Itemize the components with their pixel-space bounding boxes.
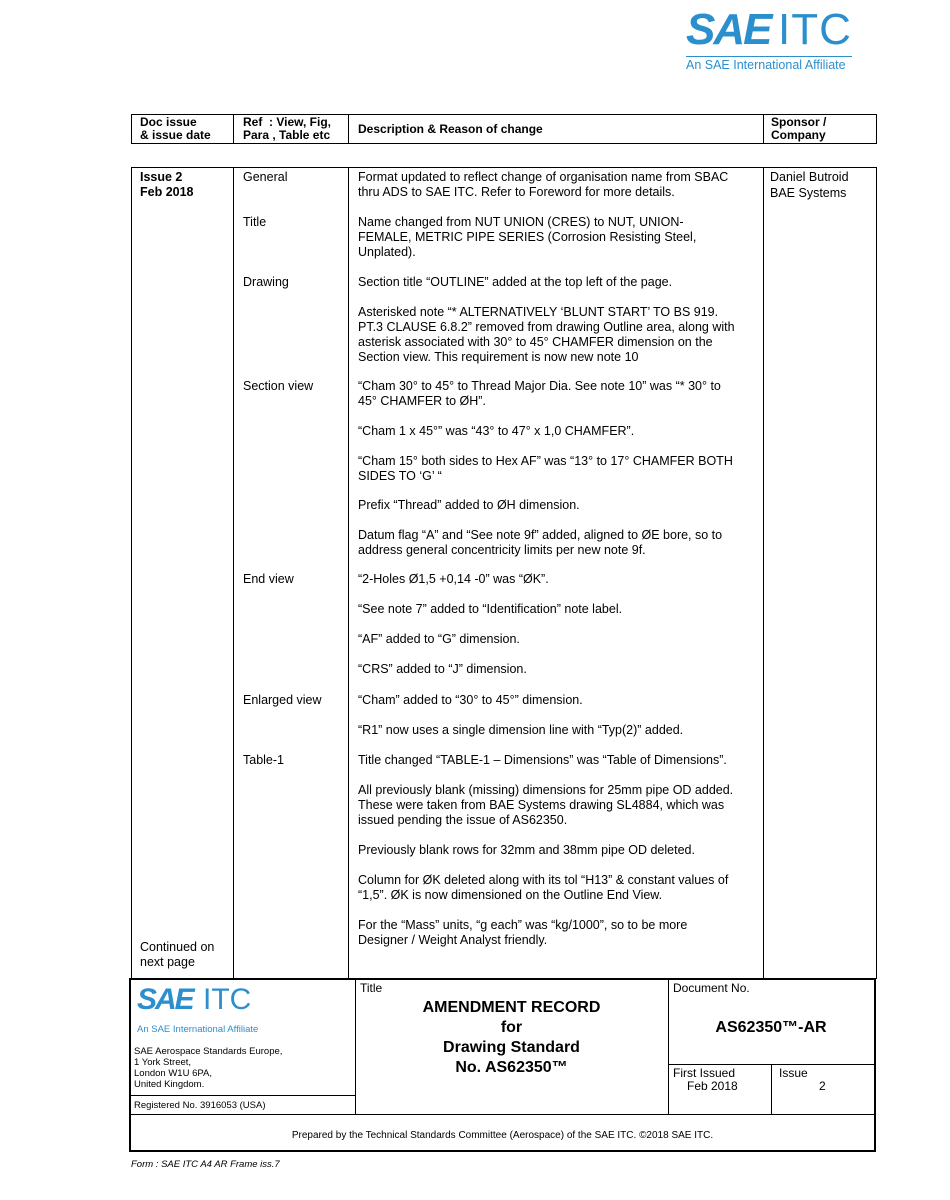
description-item: Asterisked note “* ALTERNATIVELY ‘BLUNT START’ TO BS 919. PT.3 CLAUSE 6.8.2” removed from drawing Outline area, along with asterisk associated with 30° to 45° CHAMFER dimension on the Section view. This requirement is now new note 10 <box>358 305 735 364</box>
logo-mark-sae: SAE <box>686 5 771 54</box>
description-item: Name changed from NUT UNION (CRES) to NUT, UNION- FEMALE, METRIC PIPE SERIES (Corrosion Resisting Steel, Unplated). <box>358 215 697 259</box>
description-item: “Cham 1 x 45°” was “43° to 47° x 1,0 CHAMFER”. <box>358 424 635 438</box>
ref-drawing: Drawing <box>243 275 289 289</box>
description-item: “CRS” added to “J” dimension. <box>358 662 527 676</box>
ref-enlarged-view: Enlarged view <box>243 693 322 707</box>
description-item: Column for ØK deleted along with its tol “H13” & constant values of “1,5”. ØK is now dimensioned on the Outline End View. <box>358 873 729 902</box>
description-item: For the “Mass” units, “g each” was “kg/1000”, so to be more Designer / Weight Analyst friendly. <box>358 918 688 947</box>
header-description: Description & Reason of change <box>358 122 543 136</box>
description-item: All previously blank (missing) dimensions for 25mm pipe OD added. These were taken from BAE Systems drawing SL4884, which was issued pending the issue of AS62350. <box>358 783 734 827</box>
description-item: “Cham” added to “30° to 45°” dimension. <box>358 693 583 707</box>
logo-mark-itc: ITC <box>778 5 852 54</box>
description-item: Title changed “TABLE-1 – Dimensions” was “Table of Dimensions”. <box>358 753 727 767</box>
description-item: Format updated to reflect change of organisation name from SBAC thru ADS to SAE ITC. Refer to Foreword for more details. <box>358 170 729 199</box>
document-title: AMENDMENT RECORD for Drawing Standard No. AS62350™ <box>422 999 601 1076</box>
footer-logo-mark-sae: SAE <box>137 983 193 1016</box>
description-item: “2-Holes Ø1,5 +0,14 -0” was “ØK”. <box>358 572 549 586</box>
amendment-header-row <box>131 114 877 144</box>
ref-general: General <box>243 170 288 184</box>
publisher-address: SAE Aerospace Standards Europe, 1 York Street, London W1U 6PA, United Kingdom. <box>134 1046 283 1090</box>
description-item: “R1” now uses a single dimension line with “Typ(2)” added. <box>358 723 684 737</box>
title-label: Title <box>360 981 383 995</box>
description-item: Prefix “Thread” added to ØH dimension. <box>358 498 580 512</box>
issue-number-footer: 2 <box>819 1079 826 1093</box>
ref-title: Title <box>243 215 267 229</box>
description-item: Previously blank rows for 32mm and 38mm pipe OD deleted. <box>358 843 695 857</box>
ref-section-view: Section view <box>243 379 314 393</box>
registered-number: Registered No. 3916053 (USA) <box>134 1100 266 1111</box>
first-issued-date: Feb 2018 <box>687 1079 738 1093</box>
description-item: “See note 7” added to “Identification” note label. <box>358 602 623 616</box>
issue-date: Feb 2018 <box>140 185 194 199</box>
title-block <box>129 978 876 1152</box>
document-number-label: Document No. <box>673 981 750 995</box>
ref-end-view: End view <box>243 572 294 586</box>
footer-logo-mark-itc: ITC <box>203 983 252 1016</box>
header-sponsor: Sponsor / Company <box>771 115 827 142</box>
issue-label: Issue <box>779 1066 808 1080</box>
sae-itc-logo <box>686 6 856 76</box>
logo-divider <box>686 56 852 57</box>
footer-logo-tagline: An SAE International Affiliate <box>137 1024 259 1035</box>
document-number: AS62350™-AR <box>715 1019 827 1036</box>
description-item: “Cham 30° to 45° to Thread Major Dia. See note 10” was “* 30° to 45° CHAMFER to ØH”. <box>358 379 721 408</box>
ref-table-1: Table-1 <box>243 753 284 767</box>
issue-number: Issue 2 <box>140 170 183 184</box>
logo-tagline: An SAE International Affiliate <box>686 58 846 72</box>
header-doc-issue: Doc issue & issue date <box>140 115 211 142</box>
description-item: Datum flag “A” and “See note 9f” added, aligned to ØE bore, so to address general concentricity limits per new note 9f. <box>358 528 723 557</box>
description-item: “AF” added to “G” dimension. <box>358 632 520 646</box>
form-reference: Form : SAE ITC A4 AR Frame iss.7 <box>131 1159 280 1170</box>
sponsor-company: BAE Systems <box>770 186 847 200</box>
prepared-by-note: Prepared by the Technical Standards Committee (Aerospace) of the SAE ITC. ©2018 SAE ITC. <box>291 1130 714 1141</box>
sponsor-name: Daniel Butroid <box>770 170 849 184</box>
description-item: Section title “OUTLINE” added at the top left of the page. <box>358 275 673 289</box>
continued-note: Continued on next page <box>140 940 215 969</box>
description-item: “Cham 15° both sides to Hex AF” was “13° to 17° CHAMFER BOTH SIDES TO ‘G’ “ <box>358 454 733 483</box>
first-issued-label: First Issued <box>673 1066 736 1080</box>
header-ref: Ref : View, Fig, Para , Table etc <box>243 115 332 142</box>
amendment-record-table <box>131 167 877 979</box>
